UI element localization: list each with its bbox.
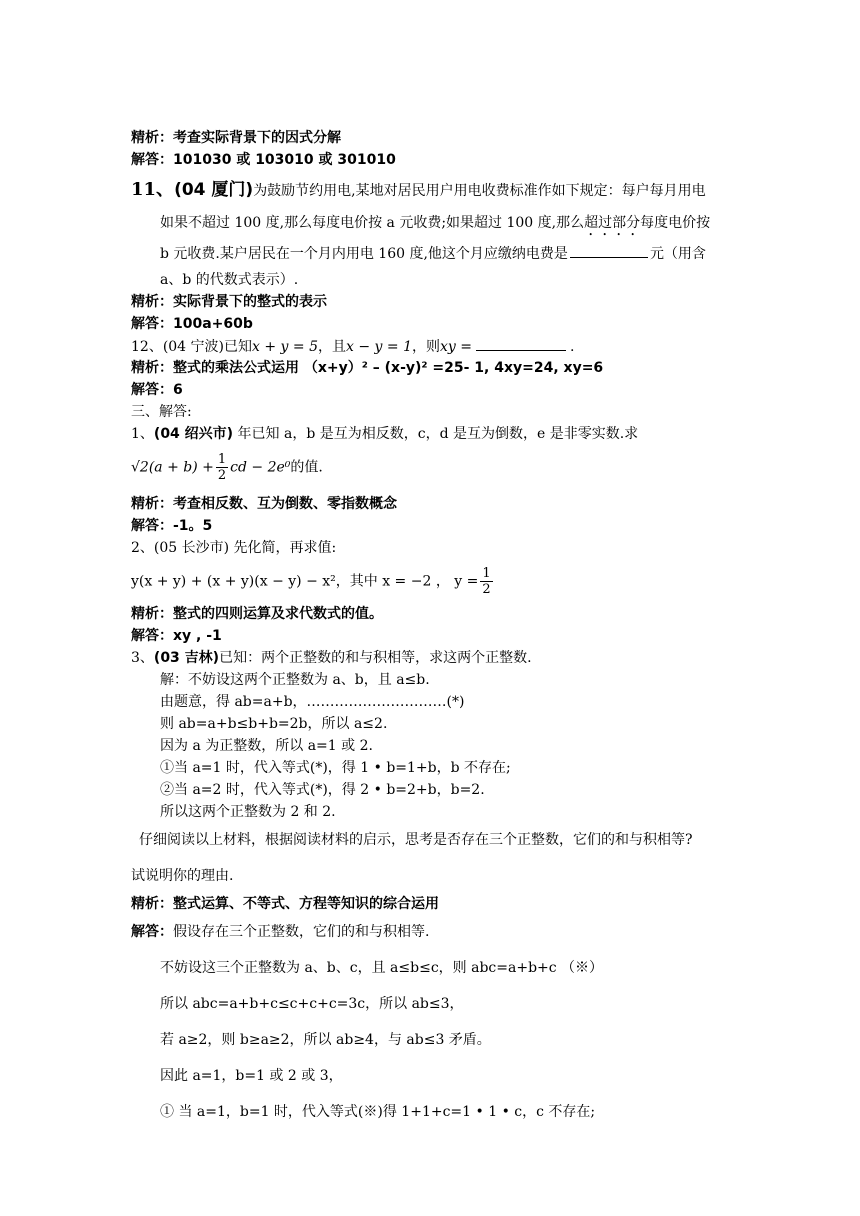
solution-line: ①当 a=1 时，代入等式(*)，得 1 • b=1+b，b 不存在; [160, 760, 511, 776]
question-11-line-4: a、b 的代数式表示）. [160, 272, 299, 288]
emphasis-dots-text: 超过部分 [584, 215, 641, 231]
analysis-p3: 精析：整式运算、不等式、方程等知识的综合运用 [131, 896, 439, 912]
solution-line: 因为 a 为正整数，所以 a=1 或 2. [160, 738, 373, 754]
solution-line: 所以这两个正整数为 2 和 2. [160, 804, 336, 820]
answer-blank [570, 243, 648, 258]
question-12-text-b: ，且 [318, 339, 346, 355]
analysis-11: 精析：实际背景下的整式的表示 [131, 294, 327, 310]
problem-2-line-2 [131, 566, 495, 597]
solution-line: 解：不妨设这两个正整数为 a、b，且 a≤b. [160, 672, 430, 688]
reading-prompt: 仔细阅读以上材料，根据阅读材料的启示，思考是否存在三个正整数，它们的和与积相等? [139, 832, 693, 848]
question-11-line-3 [160, 243, 706, 264]
question-12-text-c: ，则 [411, 339, 440, 355]
problem-3-line-1 [131, 648, 532, 668]
question-12-eq1: x + y = 5 [252, 339, 318, 355]
problem-1-expr-b: cd − 2e⁰ [230, 459, 291, 476]
problem-1-tail: 的值. [290, 459, 323, 476]
answer-12: 解答：6 [131, 382, 183, 398]
answer-11: 解答：100a+60b [131, 316, 253, 332]
problem-3-number: 3、 [131, 650, 154, 666]
fraction [480, 566, 492, 597]
reading-prompt-cont: 试说明你的理由. [131, 868, 234, 884]
analysis-12: 精析：整式的乘法公式运用 （x+y）² – (x-y)² =25- 1, 4xy=24, xy=6 [131, 360, 604, 376]
problem-1-expr-a: √2(a + b) + [131, 459, 214, 476]
answer-line: 所以 abc=a+b+c≤c+c+c=3c，所以 ab≤3， [160, 996, 464, 1012]
problem-3-text: 已知：两个正整数的和与积相等，求这两个正整数. [219, 650, 532, 666]
problem-1-text: 年已知 a，b 是互为相反数，c，d 是互为倒数，e 是非零实数.求 [233, 426, 639, 442]
question-12 [131, 336, 574, 357]
answer-p3-text: 假设存在三个正整数，它们的和与积相等. [173, 924, 430, 940]
question-11-source: (04 厦门) [174, 180, 254, 200]
problem-1-line-2 [131, 452, 323, 483]
answer-p3-label: 解答： [131, 924, 173, 940]
answer-line: 若 a≥2，则 b≥a≥2，所以 ab≥4，与 ab≤3 矛盾。 [160, 1032, 491, 1048]
answer-line: 不妨设这三个正整数为 a、b、c，且 a≤b≤c，则 abc=a+b+c （※） [160, 960, 604, 976]
fraction-denominator: 2 [217, 468, 227, 483]
answer-line: 因此 a=1，b=1 或 2 或 3， [160, 1068, 343, 1084]
question-11-line-2 [160, 213, 710, 239]
answer-p1: 解答：-1。5 [131, 518, 213, 534]
section-3-heading: 三、解答: [131, 404, 192, 420]
question-12-eq2: x − y = 1 [346, 339, 412, 355]
analysis-10: 精析：考查实际背景下的因式分解 [131, 130, 341, 146]
analysis-p2: 精析：整式的四则运算及求代数式的值。 [131, 606, 383, 622]
question-11-text-b1: 如果不超过 100 度,那么每度电价按 a 元收费;如果超过 100 度,那么 [160, 215, 585, 231]
problem-1-line-1 [131, 424, 638, 444]
solution-line: ②当 a=2 时，代入等式(*)，得 2 • b=2+b，b=2. [160, 782, 485, 798]
question-11-number: 11、 [131, 179, 175, 200]
question-11-text-a: 为鼓励节约用电,某地对居民用户用电收费标准作如下规定：每户每月用电 [253, 183, 706, 199]
fraction-numerator: 1 [217, 452, 227, 467]
answer-10: 解答：101030 或 103010 或 301010 [131, 152, 396, 168]
fraction-numerator: 1 [482, 566, 491, 581]
answer-p2: 解答：xy , -1 [131, 628, 222, 644]
problem-3-source: (03 吉林) [153, 650, 220, 666]
analysis-p1: 精析：考查相反数、互为倒数、零指数概念 [131, 496, 397, 512]
question-11-text-c1: b 元收费.某户居民在一个月内用电 160 度,他这个月应缴纳电费是 [160, 246, 568, 262]
question-11-text-c2: 元（用含 [649, 246, 706, 262]
answer-line: ① 当 a=1，b=1 时，代入等式(※)得 1+1+c=1 • 1 • c，c 不存在; [160, 1104, 596, 1120]
answer-blank [476, 336, 566, 351]
problem-1-source: (04 绍兴市) [153, 426, 234, 442]
answer-p3 [131, 922, 429, 942]
fraction [216, 452, 228, 483]
problem-2-line-1: 2、(05 长沙市) 先化简，再求值: [131, 540, 337, 556]
fraction-denominator: 2 [482, 582, 491, 597]
question-12-text-d: . [569, 339, 575, 355]
problem-1-number: 1、 [131, 426, 154, 442]
solution-line: 由题意，得 ab=a+b，…………………………(*) [160, 694, 465, 710]
solution-line: 则 ab=a+b≤b+b=2b，所以 a≤2. [160, 716, 388, 732]
question-11-line-1 [131, 180, 706, 201]
question-12-text-a: 12、(04 宁波)已知 [131, 339, 253, 355]
question-12-eq3: xy = [439, 339, 472, 355]
problem-2-text: ，其中 x = −2 ， y = [335, 573, 479, 590]
problem-2-expr: y(x + y) + (x + y)(x − y) − x² [131, 573, 336, 590]
question-11-text-b2: 每度电价按 [640, 215, 711, 231]
